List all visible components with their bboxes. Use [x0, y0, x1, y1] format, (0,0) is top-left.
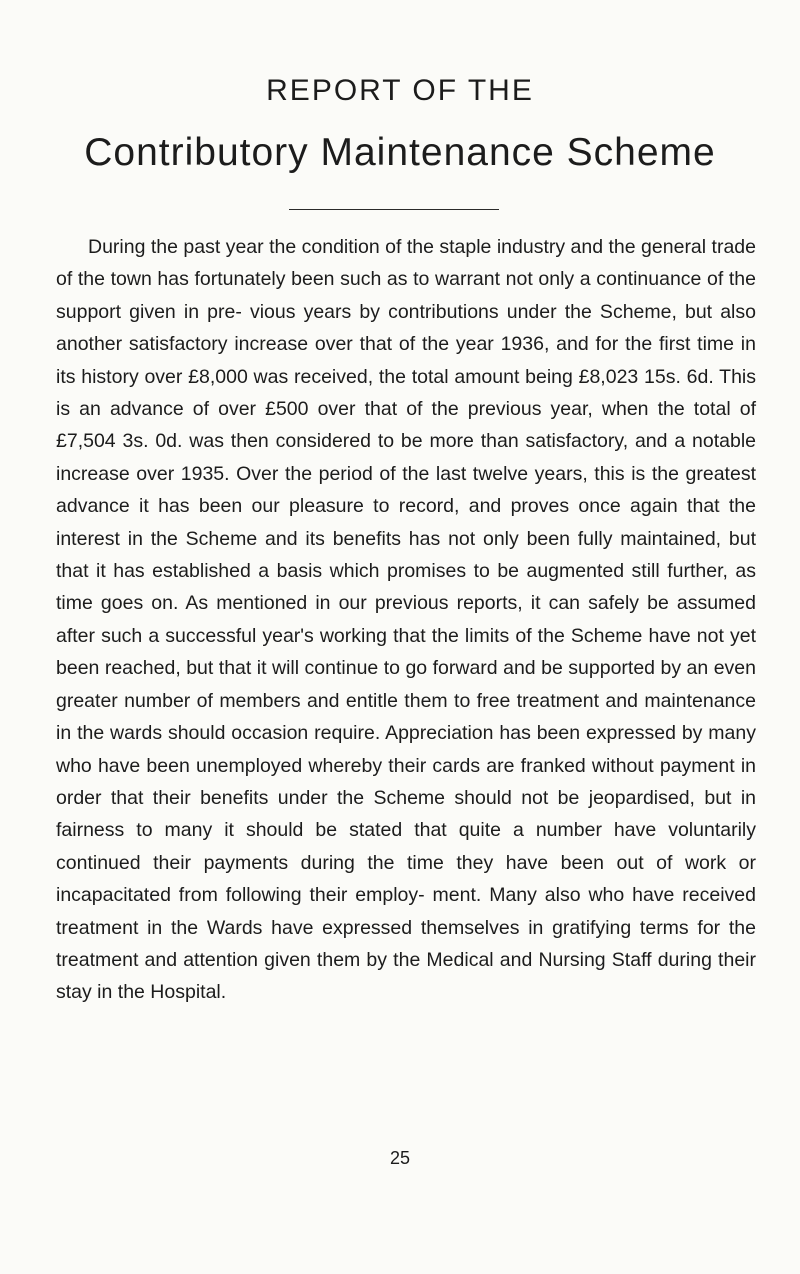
report-title: Contributory Maintenance Scheme: [84, 131, 716, 174]
body-paragraph: During the past year the condition of the staple industry and the general trade of the town has fortunately been such as to warrant not only a continuance of the support given in pre- vious years by contributions under the Scheme, but also another satisfactory increase over that of the year 1936, and for the first time in its history over £8,000 was received, the total amount being £8,023 15s. 6d. This is an advance of over £500 over that of the previous year, when the total of £7,504 3s. 0d. was then considered to be more than satisfactory, and a notable increase over 1935. Over the period of the last twelve years, this is the greatest advance it has been our pleasure to record, and proves once again that the interest in the Scheme and its benefits has not only been fully maintained, but that it has established a basis which promises to be augmented still further, as time goes on. As mentioned in our previous reports, it can safely be assumed after such a successful year's working that the limits of the Scheme have not yet been reached, but that it will continue to go forward and be supported by an even greater number of members and entitle them to free treatment and maintenance in the wards should occasion require. Appreciation has been expressed by many who have been unemployed whereby their cards are franked without payment in order that their benefits under the Scheme should not be jeopardised, but in fairness to many it should be stated that quite a number have voluntarily continued their payments during the time they have been out of work or incapacitated from following their employ- ment. Many also who have received treatment in the Wards have expressed themselves in gratifying terms for the treatment and attention given them by the Medical and Nursing Staff during their stay in the Hospital.: [56, 236, 756, 1004]
page-number: 25: [389, 1148, 411, 1168]
report-kicker: REPORT OF THE: [266, 74, 534, 107]
title-divider: [289, 209, 499, 210]
